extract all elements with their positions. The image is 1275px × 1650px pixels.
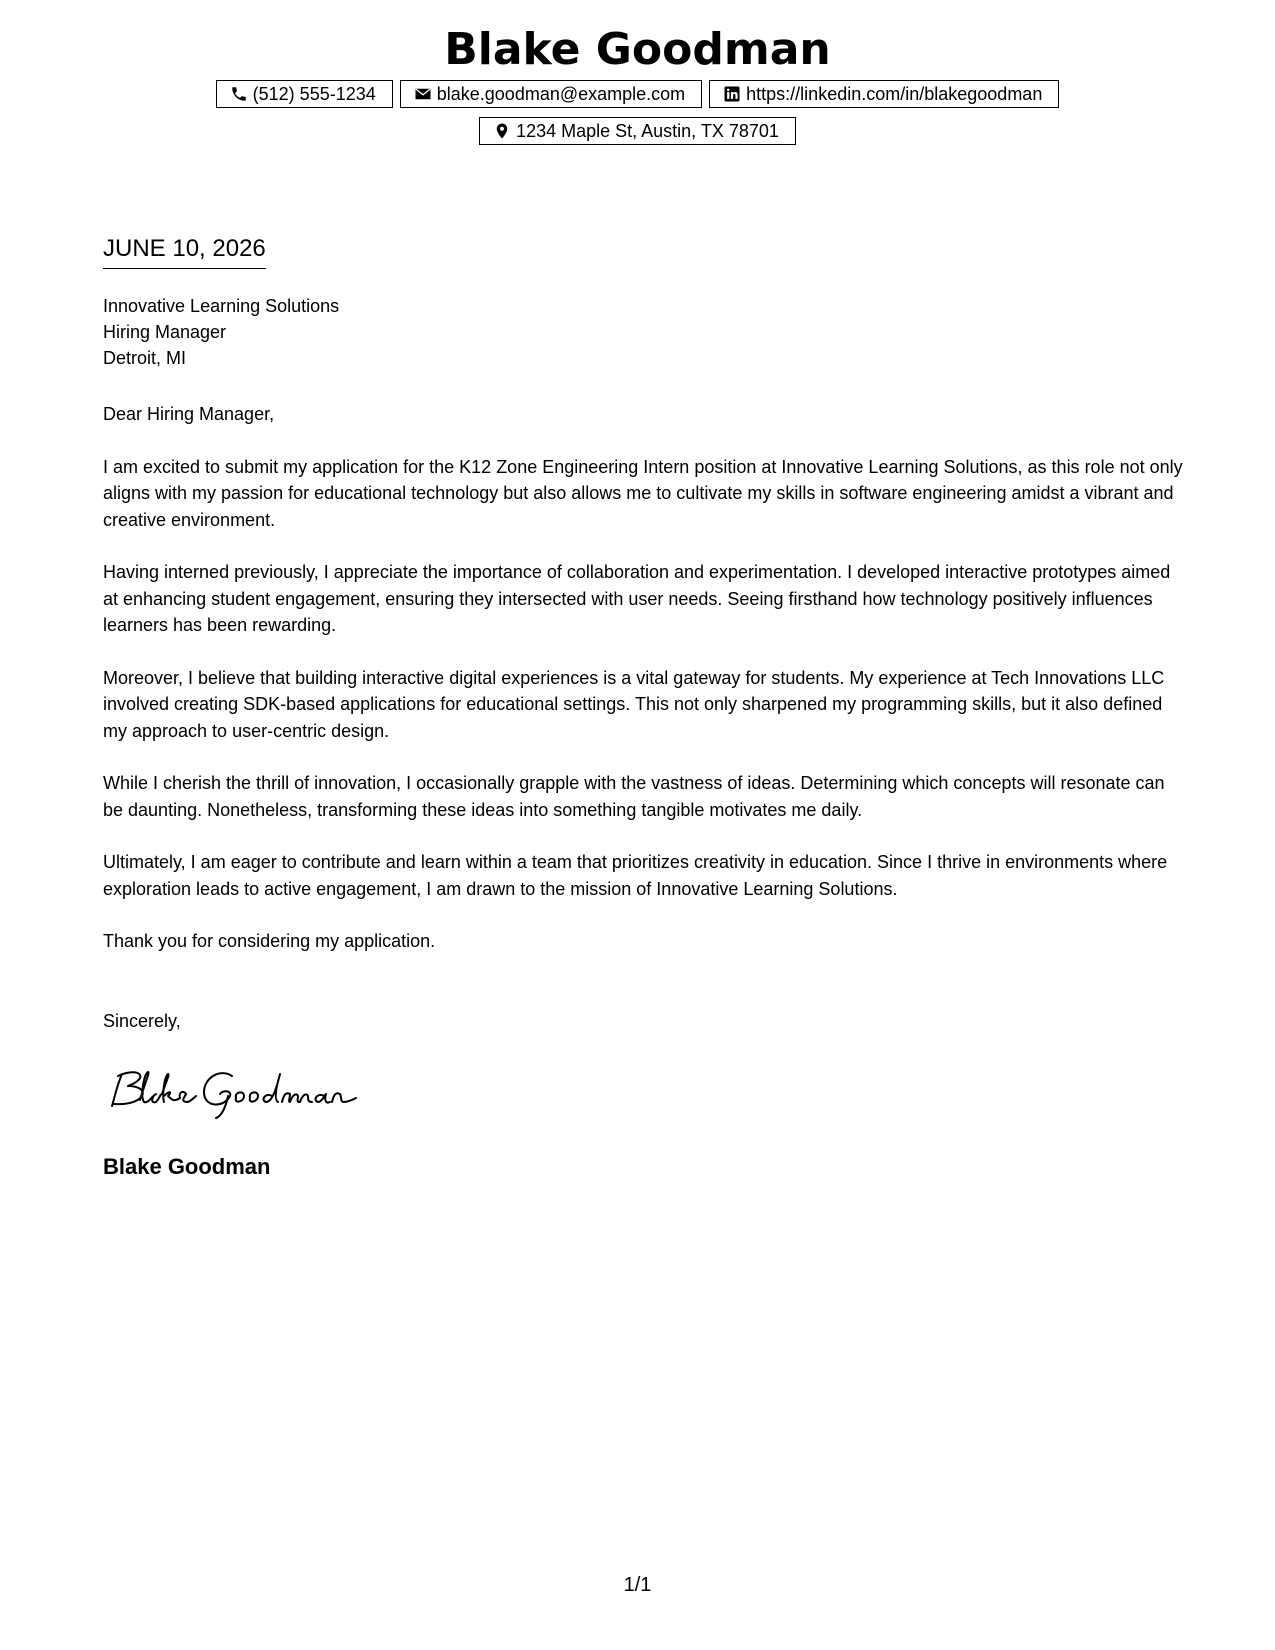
email-contact[interactable] [400,80,702,108]
envelope-icon [413,84,433,104]
recipient-location: Detroit, MI [103,348,187,368]
letter-body [103,401,1183,981]
phone-icon [229,84,249,104]
contact-info-row [0,80,1275,108]
letter-date: JUNE 10, 2026 [103,234,266,269]
recipient-block [103,293,339,371]
phone-text: (512) 555-1234 [252,84,376,104]
body-paragraph: Having interned previously, I appreciate the importance of collaboration and experimentation. I developed interactive prototypes aimed at enhancing student engagement, ensuring they intersected with user needs. Seeing firsthand how technology positively influences learners has been rewarding. [103,562,1171,635]
body-paragraph: I am excited to submit my application for the K12 Zone Engineering Intern position at Innovative Learning Solutions, as this role not only aligns with my passion for educational technology but also allows me to cultivate my skills in software engineering amidst a vibrant and creative environment. [103,456,1183,530]
closing-text: Sincerely, [103,1011,181,1031]
linkedin-text: https://linkedin.com/in/blakegoodman [746,84,1043,104]
body-paragraph: While I cherish the thrill of innovation, I occasionally grapple with the vastness of ideas. Determining which concepts will resonate can be daunting. Nonetheless, transforming these ideas into something tangible motivates me daily. [103,773,1165,820]
body-paragraph: Thank you for considering my application. [103,931,436,951]
address-contact[interactable] [479,117,796,145]
body-paragraph: Ultimately, I am eager to contribute and learn within a team that prioritizes creativity in education. Since I thrive in environments where exploration leads to active engagement, I am drawn to the mission of Innovative Learning Solutions. [103,852,1168,899]
body-paragraph: Moreover, I believe that building interactive digital experiences is a vital gateway for students. My experience at Tech Innovations LLC involved creating SDK-based applications for educational settings. This not only sharpened my programming skills, but it also defined my approach to user-centric design. [103,667,1165,741]
linkedin-icon [722,84,742,104]
linkedin-contact[interactable] [709,80,1059,108]
handwritten-signature [110,1060,360,1120]
page-number: 1/1 [623,1574,652,1596]
recipient-company: Innovative Learning Solutions [103,296,340,316]
salutation: Dear Hiring Manager, [103,404,275,424]
phone-contact[interactable] [216,80,393,108]
email-text: blake.goodman@example.com [436,84,686,104]
signed-name: Blake Goodman [103,1154,271,1179]
address-text: 1234 Maple St, Austin, TX 78701 [516,121,779,141]
map-pin-icon [492,121,512,141]
applicant-name-heading: Blake Goodman [444,24,831,75]
address-row [0,117,1275,145]
recipient-title: Hiring Manager [103,322,227,342]
